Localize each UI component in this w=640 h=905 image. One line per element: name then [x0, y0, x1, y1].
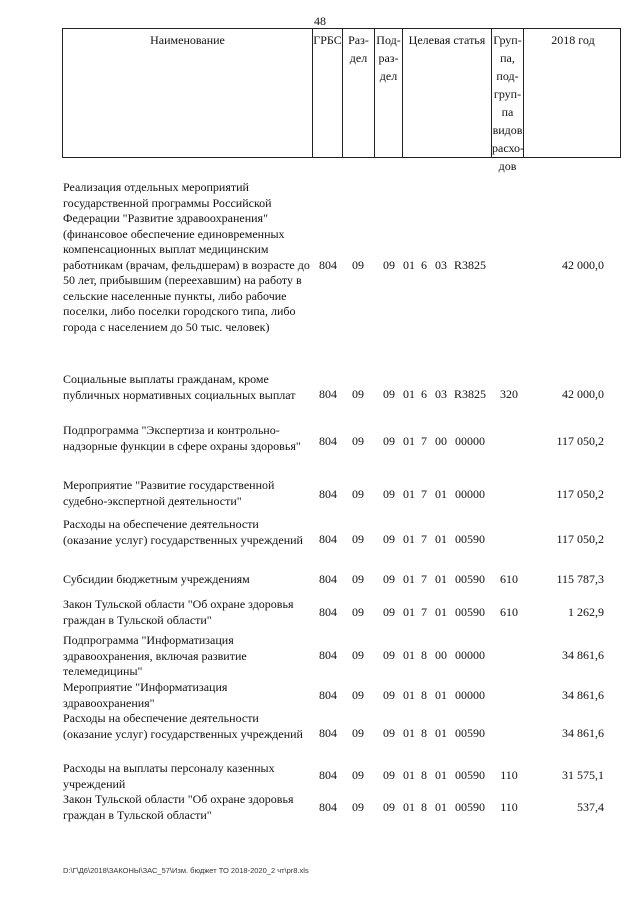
row-name: Расходы на выплаты персоналу казенных учреждений [63, 761, 275, 791]
row-target-subprogram: 8 [421, 688, 427, 702]
row-razdel: 09 [352, 688, 364, 702]
file-path-footer: D:\Г\Д6\2018\ЗАКОНЫ\ЗАС_57\Изм. бюджет ТО 2018-2020_2 чт\pr8.xls [63, 866, 309, 875]
row-razdel: 09 [352, 726, 364, 740]
header-podrazdel: Под- раз- дел [375, 29, 403, 157]
row-podrazdel: 09 [383, 648, 395, 662]
row-grbs: 804 [319, 572, 337, 586]
row-grbs: 804 [319, 768, 337, 782]
row-target-direction: 00590 [455, 768, 485, 782]
row-grbs: 804 [319, 487, 337, 501]
header-year: 2018 год [551, 33, 595, 47]
row-target-program: 01 [403, 572, 415, 586]
row-expense-type: 610 [500, 605, 518, 619]
row-grbs: 804 [319, 434, 337, 448]
row-amount-2018: 42 000,0 [562, 258, 604, 272]
row-target-event: 01 [435, 487, 447, 501]
row-razdel: 09 [352, 387, 364, 401]
row-target-direction: 00000 [455, 688, 485, 702]
row-amount-2018: 31 575,1 [562, 768, 604, 782]
row-amount-2018: 115 787,3 [556, 572, 604, 586]
row-razdel: 09 [352, 648, 364, 662]
row-target-direction: 00590 [455, 800, 485, 814]
row-name: Закон Тульской области "Об охране здоровья граждан в Тульской области" [63, 597, 294, 627]
row-target-event: 01 [435, 688, 447, 702]
row-target-program: 01 [403, 487, 415, 501]
row-amount-2018: 117 050,2 [556, 532, 604, 546]
row-target-event: 00 [435, 648, 447, 662]
header-grbs: ГРБС [313, 29, 343, 157]
row-expense-type: 610 [500, 572, 518, 586]
row-razdel: 09 [352, 532, 364, 546]
row-amount-2018: 117 050,2 [556, 434, 604, 448]
row-target-program: 01 [403, 605, 415, 619]
row-target-subprogram: 6 [421, 387, 427, 401]
row-amount-2018: 34 861,6 [562, 688, 604, 702]
row-target-program: 01 [403, 688, 415, 702]
row-name: Субсидии бюджетным учреждениям [63, 572, 250, 586]
row-target-direction: 00000 [455, 648, 485, 662]
row-amount-2018: 537,4 [577, 800, 604, 814]
header-target: Целевая статья [403, 29, 492, 157]
row-amount-2018: 42 000,0 [562, 387, 604, 401]
row-target-direction: 00590 [455, 572, 485, 586]
row-target-event: 03 [435, 387, 447, 401]
row-target-subprogram: 7 [421, 434, 427, 448]
row-target-direction: 00590 [455, 726, 485, 740]
row-target-subprogram: 7 [421, 605, 427, 619]
row-name: Реализация отдельных мероприятий государственной программы Российской Федерации "Развитие здравоохранения" (финансовое обеспечение единовременных компенсационных выплат медицинским работникам (врачам, фельдшерам) в возрасте до 50 лет, прибывшим (переехавшим) на работу в сельские населенные пункты, либо рабочие поселки, либо поселки городского типа, либо города с населением до 50 тыс. человек) [63, 180, 310, 334]
row-target-program: 01 [403, 648, 415, 662]
table-header [62, 28, 621, 173]
row-podrazdel: 09 [383, 487, 395, 501]
row-target-subprogram: 8 [421, 726, 427, 740]
row-name: Социальные выплаты гражданам, кроме публичных нормативных социальных выплат [63, 372, 296, 402]
row-podrazdel: 09 [383, 434, 395, 448]
row-expense-type: 110 [500, 768, 518, 782]
row-target-direction: 00590 [455, 532, 485, 546]
header-razdel: Раз- дел [343, 29, 375, 157]
row-target-program: 01 [403, 532, 415, 546]
row-podrazdel: 09 [383, 258, 395, 272]
row-name: Расходы на обеспечение деятельности (оказание услуг) государственных учреждений [63, 711, 303, 741]
row-target-program: 01 [403, 258, 415, 272]
row-grbs: 804 [319, 648, 337, 662]
row-target-event: 00 [435, 434, 447, 448]
row-amount-2018: 34 861,6 [562, 648, 604, 662]
row-target-event: 01 [435, 800, 447, 814]
row-expense-type: 110 [500, 800, 518, 814]
row-razdel: 09 [352, 768, 364, 782]
row-target-program: 01 [403, 726, 415, 740]
row-target-event: 01 [435, 726, 447, 740]
row-target-direction: 00000 [455, 487, 485, 501]
row-razdel: 09 [352, 605, 364, 619]
row-amount-2018: 1 262,9 [568, 605, 604, 619]
row-podrazdel: 09 [383, 387, 395, 401]
row-expense-type: 320 [500, 387, 518, 401]
row-target-subprogram: 8 [421, 800, 427, 814]
row-target-program: 01 [403, 434, 415, 448]
row-grbs: 804 [319, 532, 337, 546]
row-name: Мероприятие "Информатизация здравоохранения" [63, 680, 228, 710]
row-target-subprogram: 8 [421, 768, 427, 782]
row-podrazdel: 09 [383, 726, 395, 740]
row-target-direction: 00590 [455, 605, 485, 619]
row-name: Расходы на обеспечение деятельности (оказание услуг) государственных учреждений [63, 517, 303, 547]
row-target-subprogram: 7 [421, 572, 427, 586]
row-name: Подпрограмма "Информатизация здравоохранения, включая развитие телемедицины" [63, 633, 247, 678]
row-podrazdel: 09 [383, 800, 395, 814]
page-number: 48 [314, 14, 326, 28]
row-target-subprogram: 7 [421, 487, 427, 501]
row-grbs: 804 [319, 605, 337, 619]
row-target-subprogram: 6 [421, 258, 427, 272]
row-razdel: 09 [352, 572, 364, 586]
row-target-direction: 00000 [455, 434, 485, 448]
row-grbs: 804 [319, 688, 337, 702]
row-target-event: 03 [435, 258, 447, 272]
row-target-event: 01 [435, 768, 447, 782]
row-podrazdel: 09 [383, 605, 395, 619]
row-razdel: 09 [352, 258, 364, 272]
row-name: Закон Тульской области "Об охране здоровья граждан в Тульской области" [63, 792, 294, 822]
row-amount-2018: 117 050,2 [556, 487, 604, 501]
row-target-direction: R3825 [453, 258, 486, 272]
row-podrazdel: 09 [383, 688, 395, 702]
row-razdel: 09 [352, 434, 364, 448]
header-group: Груп- па, под- груп- па видов расхо- дов [492, 29, 524, 157]
row-target-subprogram: 8 [421, 648, 427, 662]
row-target-event: 01 [435, 572, 447, 586]
header-name: Наименование [63, 29, 313, 157]
row-grbs: 804 [319, 387, 337, 401]
row-razdel: 09 [352, 800, 364, 814]
row-target-direction: R3825 [453, 387, 486, 401]
row-grbs: 804 [319, 258, 337, 272]
row-target-program: 01 [403, 768, 415, 782]
row-grbs: 804 [319, 726, 337, 740]
row-podrazdel: 09 [383, 532, 395, 546]
row-target-subprogram: 7 [421, 532, 427, 546]
row-target-event: 01 [435, 532, 447, 546]
row-name: Мероприятие "Развитие государственной судебно-экспертной деятельности" [63, 478, 275, 508]
row-name: Подпрограмма "Экспертиза и контрольно-надзорные функции в сфере охраны здоровья" [63, 423, 301, 453]
row-amount-2018: 34 861,6 [562, 726, 604, 740]
row-razdel: 09 [352, 487, 364, 501]
row-target-program: 01 [403, 800, 415, 814]
row-grbs: 804 [319, 800, 337, 814]
row-podrazdel: 09 [383, 572, 395, 586]
row-target-program: 01 [403, 387, 415, 401]
row-podrazdel: 09 [383, 768, 395, 782]
row-target-event: 01 [435, 605, 447, 619]
